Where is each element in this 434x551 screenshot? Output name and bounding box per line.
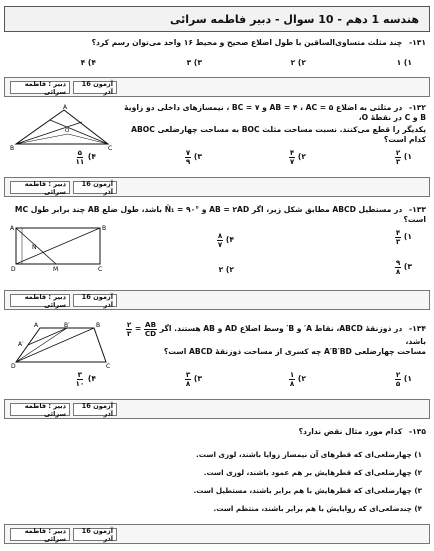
question-footer: [4, 77, 430, 97]
question-footer: [4, 399, 430, 419]
question-text: ۱۳۴- در ذوزنقهٔ ABCD، نقاط A′ و B′ وسط اضلاع AD و AB هستند. اگر $\frac{AB}{CD}$ = $\frac{۲}{۳}$ باشد،: [126, 320, 426, 347]
question-stem-line-2: مساحت چهارضلعی A′B′BD چه کسری از مساحت ذوزنقهٔ ABCD است؟: [163, 347, 426, 356]
label-A-prime: A′: [18, 341, 24, 348]
label-A: A: [34, 322, 39, 329]
question-footer: [4, 524, 430, 544]
page-title: هندسه 1 دهم - 10 سوال - دبیر فاطمه سرائی: [170, 12, 419, 26]
option-3[interactable]: ۳) $\frac{۹}{۸}$: [395, 258, 412, 276]
teacher-tag: دبیر : فاطمه سرائی: [10, 403, 70, 416]
exam-tag: آزمون 16 آذر: [73, 294, 117, 307]
label-C: C: [106, 363, 111, 368]
option-3[interactable]: ۳) ۳: [186, 58, 202, 67]
teacher-tag: دبیر : فاطمه سرائی: [10, 81, 70, 94]
option-1[interactable]: ۱) چهارضلعی‌ای که قطرهای آن نیمساز زوایا باشند، لوزی است.: [196, 450, 422, 459]
question-stem: در مستطیل ABCD مطابق شکل زیر، اگر AB = ۲AD و N̂₁ = ۹۰° باشد، طول ضلع AB چند برابر طول MC است؟: [14, 205, 426, 225]
label-B: B: [102, 225, 107, 232]
exam-tag: آزمون 16 آذر: [73, 81, 117, 94]
option-2[interactable]: ۲) ۲: [218, 265, 234, 274]
question-stem-line-1: در مثلثی به اضلاع AB = ۴ ، AC = ۵ و BC = ۷ ، نیمسازهای داخلی دو زاویهٔ B و C در نقطهٔ O،: [124, 103, 426, 123]
trapezoid-figure: [10, 322, 114, 368]
rectangle-figure: [10, 222, 110, 272]
question-footer: [4, 290, 430, 310]
option-2[interactable]: ۲) ۲: [290, 58, 306, 67]
teacher-tag: دبیر : فاطمه سرائی: [10, 294, 70, 307]
question-text-2: [116, 347, 426, 357]
option-1[interactable]: ۱) $\frac{۴}{۳}$: [395, 228, 412, 246]
page-header: [4, 6, 430, 32]
question-number: ۱۳۳-: [408, 205, 426, 214]
label-C: C: [108, 145, 113, 152]
teacher-tag: دبیر : فاطمه سرائی: [10, 181, 70, 194]
question-stem-line-2: یکدیگر را قطع می‌کنند. نسبت مساحت مثلث BOC به مساحت چهارضلعی ABOC کدام است؟: [131, 125, 426, 145]
label-B: B: [96, 322, 101, 329]
question-text-2: [116, 125, 426, 146]
teacher-tag: دبیر : فاطمه سرائی: [10, 528, 70, 541]
option-4[interactable]: ۴) $\frac{۸}{۷}$: [217, 231, 234, 249]
question-stem: کدام مورد مثال نقض ندارد؟: [298, 427, 403, 436]
option-4[interactable]: ۴) $\frac{۵}{۱۱}$: [75, 148, 96, 166]
label-A: A: [10, 225, 15, 232]
question-text: [116, 103, 426, 124]
label-M: M: [53, 266, 59, 272]
option-4[interactable]: ۴) $\frac{۳}{۱۰}$: [75, 370, 96, 388]
label-B: B: [10, 145, 15, 152]
exam-tag: آزمون 16 آذر: [73, 528, 117, 541]
question-text: [8, 427, 426, 437]
option-1[interactable]: ۱) $\frac{۲}{۵}$: [395, 370, 412, 388]
label-C: C: [98, 266, 103, 272]
option-1[interactable]: ۱) $\frac{۲}{۳}$: [395, 148, 412, 166]
question-number: ۱۳۵-: [408, 427, 426, 436]
label-N: N: [32, 244, 37, 251]
question-footer: [4, 177, 430, 197]
option-1[interactable]: ۱) ۱: [396, 58, 412, 67]
option-3[interactable]: ۳) $\frac{۷}{۹}$: [185, 148, 202, 166]
label-D: D: [11, 266, 16, 272]
question-number: ۱۳۴-: [408, 324, 426, 334]
option-3[interactable]: ۳) چهارضلعی‌ای که قطرهایش با هم برابر باشند، مستطیل است.: [193, 486, 422, 495]
label-A: A: [63, 104, 68, 111]
question-stem: چند مثلث متساوی‌الساقین با طول اضلاع صحیح و محیط ۱۶ واحد می‌توان رسم کرد؟: [91, 38, 403, 47]
label-O: O: [65, 128, 70, 134]
question-stem-line-1a: در ذوزنقهٔ ABCD، نقاط A′ و B′ وسط اضلاع AD و AB هستند. اگر: [159, 324, 403, 334]
option-2[interactable]: ۲) $\frac{۱}{۸}$: [289, 370, 306, 388]
option-4[interactable]: ۴) چندضلعی‌ای که زوایایش با هم برابر باشند، منتظم است.: [213, 504, 422, 513]
question-stem-line-1b: باشد،: [405, 337, 426, 347]
question-text: [8, 38, 426, 48]
triangle-figure: [10, 104, 114, 152]
option-2[interactable]: ۲) چهارضلعی‌ای که قطرهایش بر هم عمود باشند، لوزی است.: [203, 468, 422, 477]
option-4[interactable]: ۴) ۴: [80, 58, 96, 67]
option-3[interactable]: ۳) $\frac{۳}{۸}$: [185, 370, 202, 388]
question-number: ۱۳۲-: [408, 103, 426, 112]
question-number: ۱۳۱-: [408, 38, 426, 47]
option-2[interactable]: ۲) $\frac{۴}{۷}$: [289, 148, 306, 166]
label-B-prime: B′: [64, 322, 70, 329]
label-D: D: [11, 363, 16, 368]
exam-tag: آزمون 16 آذر: [73, 181, 117, 194]
question-131: [4, 38, 430, 72]
exam-tag: آزمون 16 آذر: [73, 403, 117, 416]
